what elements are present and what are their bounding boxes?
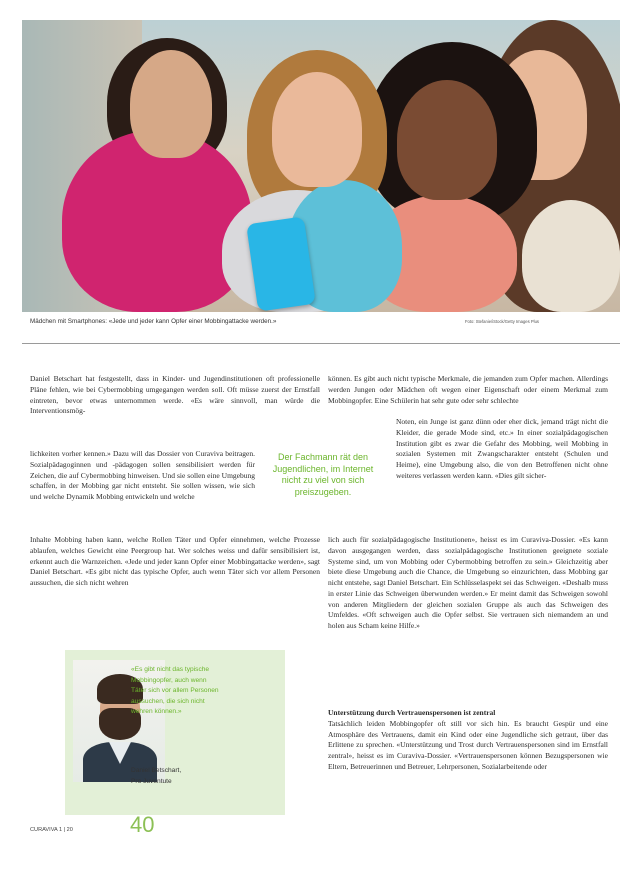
page-number: 40 xyxy=(130,812,155,837)
body-paragraph xyxy=(328,708,608,773)
profile-name: Daniel Betschart, xyxy=(131,767,182,774)
text-block: lich auch für sozialpädagogische Institutionen», heisst es im Curaviva-Dossier. «Es kann davon ausgegangen werden, dass sozialpädagogische Institutionen geeignete soziale Systeme sind, um von Mobbing oder Cybermobbing betroffen zu sein.» Gleichzeitig aber biete diese Umgebung auch die Chance, die Umgebung so einzurichten, dass Mobbing gar nicht entstehe, sagt Daniel Betschart. Ein Schlüsselaspekt sei das Schweigen. «Deshalb muss in erster Linie das Schweigen überwunden werden.» Er meint damit das Schweigen sowohl von anderen Mitgliedern der gleichen sozialen Gruppe als auch das Schweigen des Umfeldes. «Oft schweigen auch die Opfer selbst. Sie vertrauen sich niemandem an und holen aus Scham keine Hilfe.» xyxy=(328,535,608,630)
text-block: können. Es gibt auch nicht typische Merkmale, die jemanden zum Opfer machen. Allerdings werden Jungen oder Mädchen oft wegen einer Eigenschaft oder einem Merkmal zum Mobbingopfer. Eine Schülerin hat sehr gute oder sehr schlechte xyxy=(328,374,608,405)
text-block: Daniel Betschart hat festgestellt, dass in Kinder- und Jugendinstitutionen oft professionelle Pläne fehlen, wie bei Cybermobbing umgegangen werden soll. Oft müsse zuerst der Ernstfall eintreten, bevor etwas unternommen werde. «Es wäre sinnvoll, man würde die Interventionsmög- xyxy=(30,374,320,416)
photo-caption: Mädchen mit Smartphones: «Jede und jeder kann Opfer einer Mobbingattacke werden.» xyxy=(30,318,277,325)
girl-4-body xyxy=(522,200,620,312)
smartphone-icon xyxy=(246,216,316,311)
body-paragraph xyxy=(396,417,608,482)
subheading: Unterstützung durch Vertrauenspersonen ist zentral xyxy=(328,708,496,717)
girl-2-face xyxy=(272,72,362,187)
divider xyxy=(22,343,620,344)
profile-signature xyxy=(131,766,231,787)
hero-photo xyxy=(22,20,620,312)
text-block: Inhalte Mobbing haben kann, welche Rollen Täter und Opfer einnehmen, welche Prozesse ablaufen, welches Gewicht eine Peergroup hat. Wer solches weiss und dafür sensibilisiert ist, erkennt auch die Warnzeichen. «Jede und jeder kann Opfer einer Mobbingattacke werden», sagt Daniel Betschart. «Es gibt nicht das typische Opfer, auch wenn Täter sich vor allem Personen aussuchen, die sich nicht wehren xyxy=(30,535,320,587)
profile-quote: «Es gibt nicht das typische Mobbingopfer, auch wenn Täter sich vor allem Personen aussuchen, die sich nicht wehren können.» xyxy=(131,666,219,715)
body-paragraph xyxy=(30,535,320,589)
magazine-issue: CURAVIVA 1 | 20 xyxy=(30,827,73,833)
girl-1-face xyxy=(130,50,212,158)
profile-org: Pro Juventute xyxy=(131,777,172,785)
body-paragraph xyxy=(30,374,320,417)
text-block: Noten, ein Junge ist ganz dünn oder eher dick, jemand trägt nicht die Kleider, die gerade Mode sind, etc.» In einer sozialpädagogischen Institution gibt es zwar die Gefahr des Mobbing, weil Mobbing in sozialen Systemen mit Zwangscharakter entsteht (Schulen und Heime), eine Umgebung also, die von den Betroffenen nicht ohne weiteres verlassen werden kann. «Dies gilt sicher- xyxy=(396,417,608,480)
body-paragraph xyxy=(30,449,255,503)
girl-3-face xyxy=(397,80,497,200)
body-paragraph xyxy=(328,374,608,406)
text-block: lichkeiten vorher kennen.» Dazu will das Dossier von Curaviva beitragen. Sozialpädagoginnen und -pädagogen sollen sensibilisiert werden für Zeichen, die auf Cybermobbing hinweisen. Und sie sollen eine Umgebung schaffen, in der Mobbing gar nicht entsteht. Sie sollen wissen, wie sich und welche Dynamik Mobbing entwickeln und welche xyxy=(30,449,255,501)
body-paragraph xyxy=(328,535,608,632)
photo-credit: Foto: Stefanie/iStock/Getty Images Plus xyxy=(465,319,540,324)
pull-quote: Der Fachmann rät den Jugendlichen, im Internet nicht zu viel von sich preiszugeben. xyxy=(272,452,374,497)
text-block: Tatsächlich leiden Mobbingopfer oft still vor sich hin. Es braucht Gespür und eine Atmosphäre des Vertrauens, damit ein Kind oder eine Jugendliche sich getraut, über das Erlittene zu sprechen. «Unterstützung und Trost durch Vertrauenspersonen sind im Ernstfall zentral», heisst es im Curaviva-Dossier. «Vertrauenspersonen können Bezugspersonen wie Eltern, Betreuerinnen und Betreuer, Lehrpersonen, Sozialarbeitende oder xyxy=(328,718,608,771)
